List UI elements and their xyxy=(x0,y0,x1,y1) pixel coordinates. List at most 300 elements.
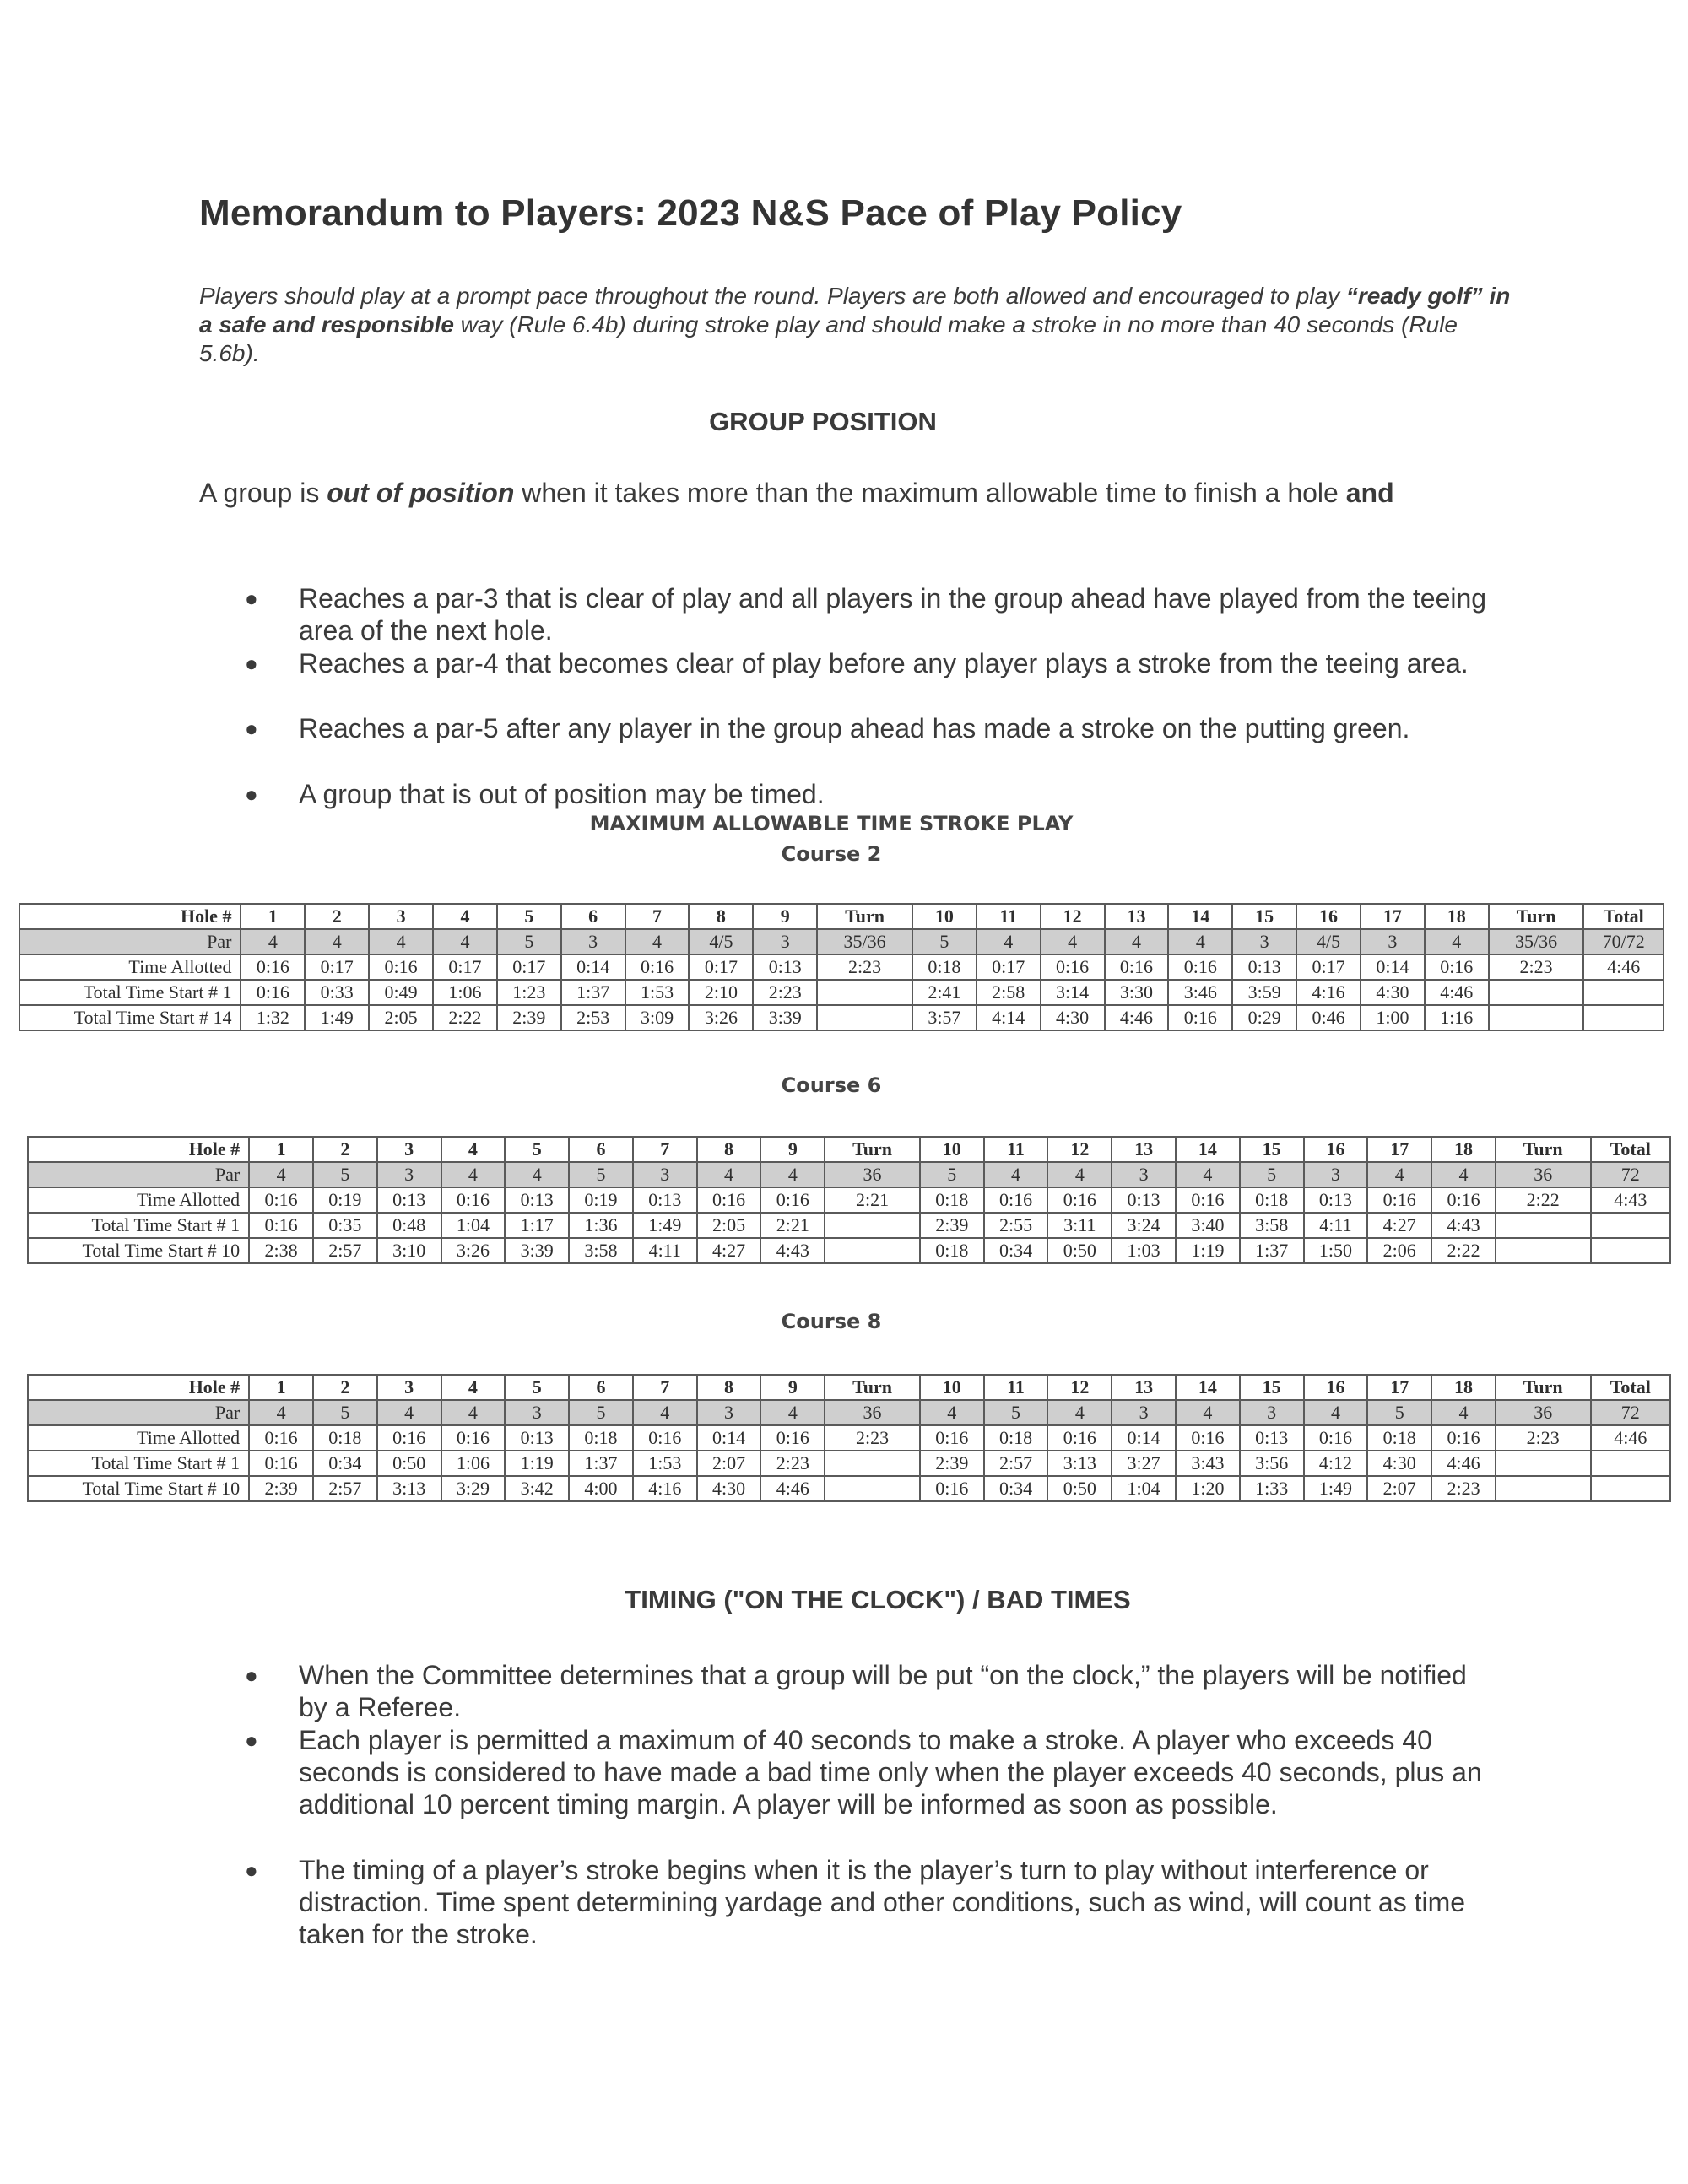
table-cell: 13 xyxy=(1112,1137,1176,1162)
table-cell: 3:40 xyxy=(1176,1213,1240,1238)
table-cell: 0:19 xyxy=(313,1187,377,1213)
max-time-heading: MAXIMUM ALLOWABLE TIME STROKE PLAY xyxy=(589,812,1074,835)
table-cell: 4 xyxy=(1041,929,1105,954)
table-cell: 8 xyxy=(697,1375,761,1400)
table-cell: 4:46 xyxy=(1431,1451,1496,1476)
table-cell: 0:19 xyxy=(569,1187,633,1213)
table-cell: 3 xyxy=(1304,1162,1368,1187)
table-cell: 0:34 xyxy=(984,1238,1048,1263)
table-cell: 0:16 xyxy=(1431,1187,1496,1213)
bullet-icon: ● xyxy=(245,651,258,676)
table-cell: Turn xyxy=(1489,904,1584,929)
table-cell: 5 xyxy=(505,1375,569,1400)
gp-bullet xyxy=(245,647,1494,679)
table-cell: 3:39 xyxy=(753,1005,817,1030)
timing-bullet xyxy=(245,1854,1494,1950)
row-label: Total Time Start # 1 xyxy=(28,1451,249,1476)
table-cell xyxy=(1591,1476,1670,1501)
table-cell: 4 xyxy=(1431,1162,1496,1187)
table-cell xyxy=(1489,980,1584,1005)
table-cell: 1:16 xyxy=(1425,1005,1489,1030)
table-cell: 18 xyxy=(1431,1137,1496,1162)
table-cell: 3 xyxy=(633,1162,697,1187)
gp-bullet xyxy=(245,778,1494,810)
timing-bullet-text: The timing of a player’s stroke begins when it is the player’s turn to play without interference or distraction. Time spent determining yardage and other conditions, such as wind, will count as time taken for the stroke. xyxy=(299,1855,1466,1949)
table-cell: 70/72 xyxy=(1583,929,1664,954)
table-cell xyxy=(1583,1005,1664,1030)
table-cell: 4:43 xyxy=(1591,1187,1670,1213)
bullet-icon: ● xyxy=(245,1857,258,1883)
table-cell: 2:58 xyxy=(977,980,1041,1005)
table-cell: 5 xyxy=(313,1400,377,1425)
table-cell: 0:14 xyxy=(697,1425,761,1451)
table-cell: 3:26 xyxy=(689,1005,753,1030)
bullet-icon: ● xyxy=(245,716,258,741)
table-cell: 2:05 xyxy=(697,1213,761,1238)
row-label: Time Allotted xyxy=(28,1187,249,1213)
table-cell: 2:57 xyxy=(984,1451,1048,1476)
table-cell: 3:10 xyxy=(377,1238,441,1263)
table-cell: 1 xyxy=(249,1137,313,1162)
table-cell: 36 xyxy=(825,1400,920,1425)
table-cell: 4 xyxy=(1431,1400,1496,1425)
table-cell: Turn xyxy=(1496,1375,1591,1400)
table-cell: 3:27 xyxy=(1112,1451,1176,1476)
table-cell: 10 xyxy=(912,904,977,929)
table-cell: 4 xyxy=(433,929,497,954)
table-cell: Turn xyxy=(1496,1137,1591,1162)
intro-paragraph xyxy=(199,282,1516,368)
table-cell: 4:14 xyxy=(977,1005,1041,1030)
table-cell: 16 xyxy=(1304,1375,1368,1400)
table-cell: 0:16 xyxy=(984,1187,1048,1213)
table-cell: 11 xyxy=(984,1375,1048,1400)
table-cell: 5 xyxy=(569,1400,633,1425)
intro-ready-golf: “ready golf” in a safe and responsible xyxy=(199,283,1511,338)
table-cell: 1:53 xyxy=(633,1451,697,1476)
table-cell: 0:29 xyxy=(1232,1005,1296,1030)
table-cell: 3:14 xyxy=(1041,980,1105,1005)
table-cell: 4 xyxy=(369,929,433,954)
time-allotted-row xyxy=(19,954,1664,980)
table-cell: 0:48 xyxy=(377,1213,441,1238)
table-cell: 11 xyxy=(977,904,1041,929)
row-label: Total Time Start # 14 xyxy=(19,1005,241,1030)
table-cell: 0:16 xyxy=(441,1187,506,1213)
total-time-start-row xyxy=(19,1005,1664,1030)
table-cell: 4:43 xyxy=(1431,1213,1496,1238)
table-cell xyxy=(817,980,912,1005)
table-cell: 15 xyxy=(1240,1137,1304,1162)
table-cell: 2 xyxy=(305,904,369,929)
table-cell: 0:17 xyxy=(433,954,497,980)
table-cell xyxy=(1496,1451,1591,1476)
table-cell: 0:18 xyxy=(984,1425,1048,1451)
table-cell xyxy=(825,1238,920,1263)
table-cell: 36 xyxy=(825,1162,920,1187)
table-cell: 17 xyxy=(1367,1137,1431,1162)
table-cell: 12 xyxy=(1047,1375,1112,1400)
table-cell: 0:16 xyxy=(249,1213,313,1238)
table-cell: 4/5 xyxy=(1296,929,1361,954)
table-cell: 3 xyxy=(1112,1162,1176,1187)
table-cell: 3:11 xyxy=(1047,1213,1112,1238)
table-cell: 3 xyxy=(505,1400,569,1425)
gp-and: and xyxy=(1345,478,1394,508)
par-row xyxy=(19,929,1664,954)
table-cell: 2:23 xyxy=(817,954,912,980)
table-cell: 0:35 xyxy=(313,1213,377,1238)
table-cell: 1:37 xyxy=(561,980,625,1005)
par-row xyxy=(28,1400,1670,1425)
table-cell: 4 xyxy=(1168,929,1232,954)
table-cell: 3 xyxy=(377,1137,441,1162)
timing-heading: TIMING ("ON THE CLOCK") / BAD TIMES xyxy=(625,1585,1131,1614)
table-cell: 0:13 xyxy=(377,1187,441,1213)
table-cell: 5 xyxy=(497,929,561,954)
total-time-start-row xyxy=(28,1238,1670,1263)
table-cell: 0:16 xyxy=(241,980,305,1005)
gp-text-after: when it takes more than the maximum allowable time to finish a hole xyxy=(514,478,1346,508)
table-cell: 13 xyxy=(1112,1375,1176,1400)
table-cell: 1:00 xyxy=(1361,1005,1425,1030)
table-cell xyxy=(1583,980,1664,1005)
table-cell: 3:09 xyxy=(625,1005,690,1030)
table-cell: 9 xyxy=(753,904,817,929)
table-cell: 14 xyxy=(1168,904,1232,929)
table-cell: 13 xyxy=(1105,904,1169,929)
gp-bullet-text: Reaches a par-3 that is clear of play and all players in the group ahead have played from the teeing area of the next hole. xyxy=(299,583,1487,646)
total-time-start-row xyxy=(28,1213,1670,1238)
table-cell: 1:50 xyxy=(1304,1238,1368,1263)
table-cell: 5 xyxy=(505,1137,569,1162)
table-cell: 0:16 xyxy=(369,954,433,980)
table-cell: 0:13 xyxy=(505,1187,569,1213)
table-cell: 0:14 xyxy=(1361,954,1425,980)
table-cell: 4:46 xyxy=(1425,980,1489,1005)
table-cell: Total xyxy=(1583,904,1664,929)
table-cell: 3 xyxy=(377,1162,441,1187)
table-cell: 1:36 xyxy=(569,1213,633,1238)
table-cell: 18 xyxy=(1431,1375,1496,1400)
row-label: Total Time Start # 1 xyxy=(19,980,241,1005)
table-cell: 2:05 xyxy=(369,1005,433,1030)
course-title: Course 2 xyxy=(781,842,882,866)
page-title: Memorandum to Players: 2023 N&S Pace of Play Policy xyxy=(199,192,1182,234)
table-cell: 0:18 xyxy=(920,1187,984,1213)
table-cell: 3 xyxy=(753,929,817,954)
table-cell: 16 xyxy=(1304,1137,1368,1162)
gp-bullet xyxy=(245,582,1494,646)
timing-bullet xyxy=(245,1724,1494,1820)
table-cell: 15 xyxy=(1232,904,1296,929)
table-cell: 0:33 xyxy=(305,980,369,1005)
header-row xyxy=(28,1137,1670,1162)
bullet-icon: ● xyxy=(245,1662,258,1688)
course-title: Course 6 xyxy=(781,1073,882,1097)
table-cell: 4:30 xyxy=(1367,1451,1431,1476)
table-cell: 3 xyxy=(697,1400,761,1425)
table-cell: 0:49 xyxy=(369,980,433,1005)
table-cell xyxy=(1496,1213,1591,1238)
row-label: Par xyxy=(28,1162,249,1187)
table-cell: 0:17 xyxy=(1296,954,1361,980)
table-cell: 3:43 xyxy=(1176,1451,1240,1476)
table-cell: 0:16 xyxy=(1105,954,1169,980)
row-label: Par xyxy=(28,1400,249,1425)
table-cell: 3 xyxy=(1112,1400,1176,1425)
table-cell: 2:39 xyxy=(920,1213,984,1238)
table-cell: Turn xyxy=(825,1375,920,1400)
table-cell: 5 xyxy=(984,1400,1048,1425)
row-label: Time Allotted xyxy=(28,1425,249,1451)
table-cell: 4 xyxy=(1367,1162,1431,1187)
table-cell: 5 xyxy=(912,929,977,954)
table-cell: 4 xyxy=(625,929,690,954)
table-cell: 3 xyxy=(369,904,433,929)
table-cell: 1:17 xyxy=(505,1213,569,1238)
table-cell: 0:16 xyxy=(920,1476,984,1501)
table-cell: 0:16 xyxy=(1168,1005,1232,1030)
table-cell: 4 xyxy=(1105,929,1169,954)
table-cell: 1:49 xyxy=(305,1005,369,1030)
table-cell: 0:16 xyxy=(760,1425,825,1451)
table-cell: Turn xyxy=(817,904,912,929)
table-cell: 1:06 xyxy=(433,980,497,1005)
table-cell: 0:16 xyxy=(1367,1187,1431,1213)
table-cell: 4:43 xyxy=(760,1238,825,1263)
table-cell xyxy=(1591,1238,1670,1263)
table-cell: 4:30 xyxy=(1361,980,1425,1005)
table-cell: 0:14 xyxy=(1112,1425,1176,1451)
table-cell: 0:16 xyxy=(377,1425,441,1451)
table-cell: 9 xyxy=(760,1137,825,1162)
table-cell: 4:16 xyxy=(633,1476,697,1501)
table-cell: 3:26 xyxy=(441,1238,506,1263)
table-cell: 0:16 xyxy=(1047,1187,1112,1213)
table-cell: 3 xyxy=(561,929,625,954)
table-cell: 4 xyxy=(760,1162,825,1187)
table-cell: 2:22 xyxy=(1431,1238,1496,1263)
table-cell: 2:23 xyxy=(1489,954,1584,980)
table-cell: 4/5 xyxy=(689,929,753,954)
gp-out-of-position: out of position xyxy=(327,478,515,508)
table-cell: 0:18 xyxy=(1240,1187,1304,1213)
table-cell: 35/36 xyxy=(1489,929,1584,954)
table-cell: 7 xyxy=(633,1137,697,1162)
table-cell: 0:17 xyxy=(689,954,753,980)
table-cell: 6 xyxy=(569,1375,633,1400)
table-cell: 1:53 xyxy=(625,980,690,1005)
table-cell: 6 xyxy=(569,1137,633,1162)
table-cell: 4 xyxy=(441,1137,506,1162)
table-cell: 2:39 xyxy=(497,1005,561,1030)
table-cell: 36 xyxy=(1496,1400,1591,1425)
row-label: Total Time Start # 1 xyxy=(28,1213,249,1238)
table-cell: 1:37 xyxy=(569,1451,633,1476)
pace-table-course-8 xyxy=(27,1374,1671,1502)
table-cell: 4 xyxy=(1425,929,1489,954)
pace-table-course-6 xyxy=(27,1136,1671,1264)
table-cell: 3:29 xyxy=(441,1476,506,1501)
table-cell: 0:16 xyxy=(441,1425,506,1451)
table-cell: 3 xyxy=(1240,1400,1304,1425)
table-cell: 2:23 xyxy=(753,980,817,1005)
par-row xyxy=(28,1162,1670,1187)
row-label: Hole # xyxy=(28,1137,249,1162)
table-cell: 2:39 xyxy=(920,1451,984,1476)
table-cell: 0:13 xyxy=(633,1187,697,1213)
table-cell: 0:16 xyxy=(920,1425,984,1451)
table-cell: 0:16 xyxy=(1304,1425,1368,1451)
table-cell: 4 xyxy=(697,1162,761,1187)
table-cell: 3:56 xyxy=(1240,1451,1304,1476)
table-cell: 2:57 xyxy=(313,1238,377,1263)
table-cell: 0:16 xyxy=(1041,954,1105,980)
table-cell: 0:13 xyxy=(1240,1425,1304,1451)
table-cell: 0:46 xyxy=(1296,1005,1361,1030)
table-cell: 5 xyxy=(920,1162,984,1187)
table-cell: 0:18 xyxy=(912,954,977,980)
table-cell: 1:23 xyxy=(497,980,561,1005)
total-time-start-row xyxy=(19,980,1664,1005)
table-cell: 36 xyxy=(1496,1162,1591,1187)
bullet-icon: ● xyxy=(245,586,258,611)
table-cell: 0:18 xyxy=(569,1425,633,1451)
table-cell: 5 xyxy=(497,904,561,929)
bullet-icon: ● xyxy=(245,781,258,807)
table-cell: 8 xyxy=(689,904,753,929)
table-cell: 4:11 xyxy=(1304,1213,1368,1238)
table-cell: 4 xyxy=(441,1400,506,1425)
table-cell: 0:13 xyxy=(1232,954,1296,980)
table-cell: 3:46 xyxy=(1168,980,1232,1005)
table-cell: 2:10 xyxy=(689,980,753,1005)
gp-bullet-text: A group that is out of position may be timed. xyxy=(299,779,825,809)
table-cell: 0:16 xyxy=(249,1187,313,1213)
table-cell: 3:42 xyxy=(505,1476,569,1501)
table-cell: 1:04 xyxy=(441,1213,506,1238)
table-cell: 3:59 xyxy=(1232,980,1296,1005)
table-cell: 0:16 xyxy=(697,1187,761,1213)
table-cell: 0:50 xyxy=(377,1451,441,1476)
table-cell: 2:38 xyxy=(249,1238,313,1263)
table-cell: 4 xyxy=(920,1400,984,1425)
table-cell: 3:58 xyxy=(569,1238,633,1263)
table-cell xyxy=(825,1451,920,1476)
table-cell: 3:24 xyxy=(1112,1213,1176,1238)
table-cell xyxy=(817,1005,912,1030)
table-cell: 1:03 xyxy=(1112,1238,1176,1263)
table-cell xyxy=(825,1213,920,1238)
table-cell: 3:57 xyxy=(912,1005,977,1030)
total-time-start-row xyxy=(28,1476,1670,1501)
table-cell: 0:13 xyxy=(1304,1187,1368,1213)
table-cell: 2:22 xyxy=(1496,1187,1591,1213)
table-cell: 3:30 xyxy=(1105,980,1169,1005)
table-cell: 2:22 xyxy=(433,1005,497,1030)
table-cell: 4 xyxy=(1047,1162,1112,1187)
table-cell: 0:17 xyxy=(497,954,561,980)
table-cell: 16 xyxy=(1296,904,1361,929)
table-cell: 0:16 xyxy=(1425,954,1489,980)
timing-bullet-text: Each player is permitted a maximum of 40 seconds to make a stroke. A player who exceeds 40 seconds is considered to have made a bad time only when the player exceeds 40 seconds, plus an additional 10 percent timing margin. A player will be informed as soon as possible. xyxy=(299,1725,1482,1819)
table-cell: 17 xyxy=(1367,1375,1431,1400)
table-cell: 0:16 xyxy=(249,1451,313,1476)
table-cell: 1:20 xyxy=(1176,1476,1240,1501)
group-position-text xyxy=(199,477,1431,509)
table-cell: 15 xyxy=(1240,1375,1304,1400)
table-cell: 12 xyxy=(1041,904,1105,929)
table-cell: 3:13 xyxy=(377,1476,441,1501)
table-cell xyxy=(825,1476,920,1501)
table-cell: Total xyxy=(1591,1375,1670,1400)
table-cell: 1:06 xyxy=(441,1451,506,1476)
table-cell: 3 xyxy=(377,1375,441,1400)
table-cell: 1:04 xyxy=(1112,1476,1176,1501)
table-cell: 4:46 xyxy=(760,1476,825,1501)
table-cell: 17 xyxy=(1361,904,1425,929)
table-cell: 4 xyxy=(977,929,1041,954)
table-cell: 4:46 xyxy=(1591,1425,1670,1451)
course-title: Course 8 xyxy=(781,1310,882,1333)
table-cell: 1 xyxy=(249,1375,313,1400)
table-cell: 2:57 xyxy=(313,1476,377,1501)
table-cell: 72 xyxy=(1591,1400,1670,1425)
table-cell: 1:37 xyxy=(1240,1238,1304,1263)
table-cell: 5 xyxy=(313,1162,377,1187)
intro-text-2: way (Rule 6.4b) during stroke play and should make a stroke in no more than 40 seconds (Rule 5.6b). xyxy=(199,311,1458,366)
table-cell: 1:19 xyxy=(1176,1238,1240,1263)
table-cell: 7 xyxy=(633,1375,697,1400)
table-cell: 4 xyxy=(249,1162,313,1187)
table-cell: 4:46 xyxy=(1583,954,1664,980)
table-cell: 3:13 xyxy=(1047,1451,1112,1476)
table-cell: 3 xyxy=(1361,929,1425,954)
table-cell: 0:17 xyxy=(977,954,1041,980)
table-cell: 18 xyxy=(1425,904,1489,929)
table-cell: 2:53 xyxy=(561,1005,625,1030)
table-cell: 0:16 xyxy=(1168,954,1232,980)
table-cell: 4:11 xyxy=(633,1238,697,1263)
header-row xyxy=(28,1375,1670,1400)
table-cell: 14 xyxy=(1176,1137,1240,1162)
pace-table-course-2 xyxy=(19,903,1664,1031)
table-cell: 0:18 xyxy=(1367,1425,1431,1451)
table-cell: 0:16 xyxy=(249,1425,313,1451)
table-cell: 35/36 xyxy=(817,929,912,954)
table-cell: 4 xyxy=(241,929,305,954)
table-cell: 4 xyxy=(433,904,497,929)
table-cell: 5 xyxy=(1367,1400,1431,1425)
table-cell: 2:23 xyxy=(825,1425,920,1451)
row-label: Time Allotted xyxy=(19,954,241,980)
table-cell: 10 xyxy=(920,1137,984,1162)
intro-text-1: Players should play at a prompt pace throughout the round. Players are both allowed and encouraged to play xyxy=(199,283,1346,309)
gp-bullet xyxy=(245,712,1494,744)
table-cell: 1:32 xyxy=(241,1005,305,1030)
table-cell: Total xyxy=(1591,1137,1670,1162)
table-cell: 0:18 xyxy=(313,1425,377,1451)
table-cell: 4:30 xyxy=(697,1476,761,1501)
table-cell: 2:21 xyxy=(760,1213,825,1238)
table-cell: Turn xyxy=(825,1137,920,1162)
table-cell: 1:49 xyxy=(1304,1476,1368,1501)
row-label: Total Time Start # 10 xyxy=(28,1476,249,1501)
table-cell: 2:39 xyxy=(249,1476,313,1501)
table-cell: 2:23 xyxy=(1431,1476,1496,1501)
table-cell: 0:16 xyxy=(760,1187,825,1213)
